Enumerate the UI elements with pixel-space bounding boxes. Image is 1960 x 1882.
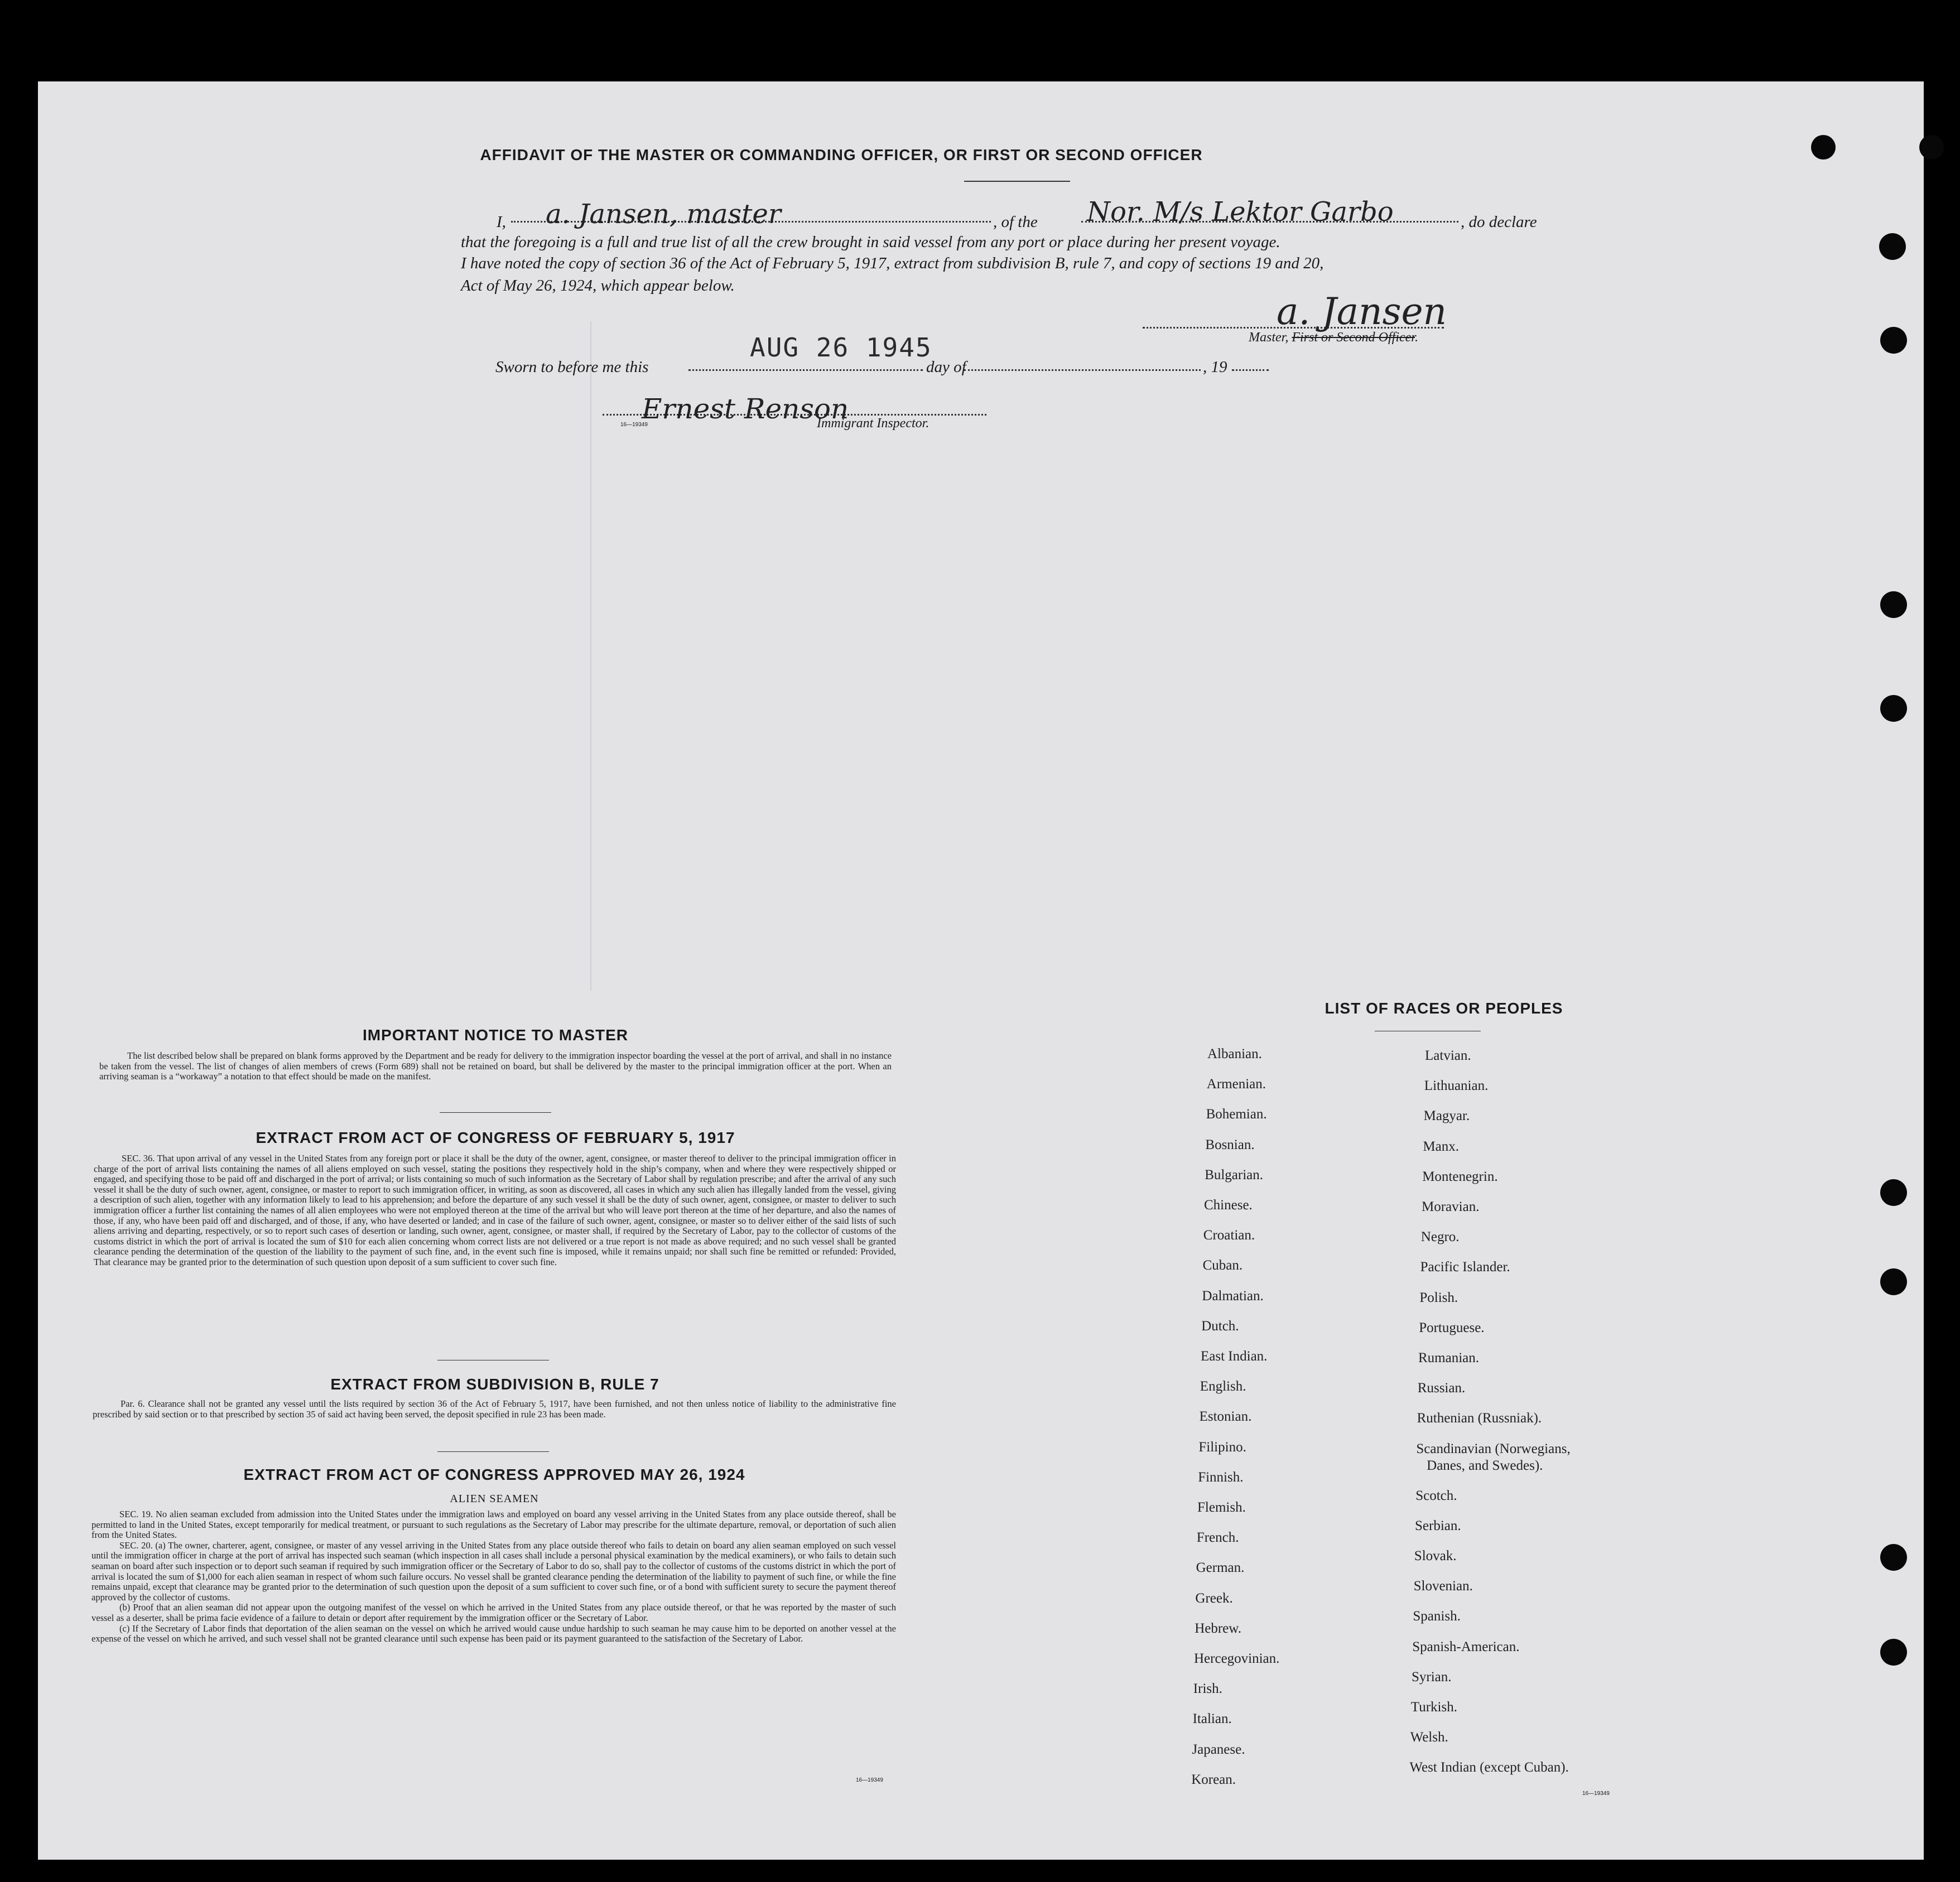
- race-item: Chinese.: [1204, 1198, 1253, 1213]
- race-item: Spanish.: [1413, 1609, 1461, 1624]
- extract-rule7-text: [93, 1399, 896, 1420]
- race-item: Armenian.: [1206, 1077, 1266, 1092]
- race-item: Greek.: [1195, 1590, 1233, 1606]
- race-item: Slovenian.: [1413, 1579, 1473, 1594]
- race-item: Finnish.: [1198, 1469, 1244, 1485]
- sworn-prefix: Sworn to before me this: [495, 358, 649, 376]
- race-item: Spanish-American.: [1412, 1639, 1520, 1654]
- race-item: Albanian.: [1207, 1046, 1262, 1061]
- race-item: Magyar.: [1423, 1108, 1470, 1124]
- extract-rule7-title: EXTRACT FROM SUBDIVISION B, RULE 7: [330, 1376, 659, 1393]
- races-title: LIST OF RACES OR PEOPLES: [1325, 1000, 1563, 1017]
- vessel-handwritten: Nor. M/s Lektor Garbo: [1087, 196, 1394, 228]
- notice-rule: [440, 1112, 551, 1113]
- race-item: Ruthenian (Russniak).: [1417, 1411, 1542, 1426]
- race-item: English.: [1200, 1379, 1246, 1394]
- punch-hole: [1880, 1639, 1907, 1666]
- affidavit-of-the: , of the: [993, 213, 1038, 231]
- race-item: Welsh.: [1410, 1730, 1448, 1745]
- punch-hole: [1880, 1544, 1907, 1571]
- race-item: Italian.: [1192, 1711, 1232, 1727]
- race-item: Bosnian.: [1205, 1137, 1255, 1152]
- race-item: East Indian.: [1201, 1349, 1268, 1364]
- master-signature-handwritten: a. Jansen: [1277, 290, 1447, 333]
- sec20a-paragraph: SEC. 20. (a) The owner, charterer, agent, consignee, or master of any vessel arriving in the United States from any place outside thereof who fails to detain on board any alien seaman employed on such vessel until the immigration officer in charge at the port of arrival has inspected such seaman (which inspection in all cases shall include a personal physical examination by the medical examiners), or who fails to detain such seaman on board after such inspection or to deport such seaman if required by such immigration officer or the Secretary of Labor to do so, shall pay to the collector of customs of the customs district in which the port of arrival is located the sum of $1,000 for each alien seaman in respect of whom such failure occurs. No vessel shall be granted clearance pending the determination of the liability to payment of such fine, or while the fine remains unpaid, except that clearance may be granted prior to the determination of such question upon the deposit of a sum sufficient to cover such fine, or of a bond with sufficient surety to secure the payment thereof approved by the collector of customs.: [92, 1540, 896, 1603]
- punch-hole: [1880, 591, 1907, 618]
- affidavit-do-declare: , do declare: [1461, 213, 1537, 231]
- race-item: Scotch.: [1415, 1488, 1457, 1503]
- master-label-text: Master,: [1249, 330, 1289, 345]
- race-item: Slovak.: [1414, 1548, 1457, 1563]
- extract-1924-subtitle: ALIEN SEAMEN: [450, 1493, 539, 1505]
- notice-text: [99, 1051, 892, 1082]
- race-item: Moravian.: [1422, 1199, 1480, 1214]
- race-item: Bulgarian.: [1205, 1167, 1264, 1183]
- notice-title: IMPORTANT NOTICE TO MASTER: [362, 1026, 629, 1044]
- title-rule: [964, 181, 1070, 182]
- punch-hole: [1880, 327, 1907, 354]
- race-item: West Indian (except Cuban).: [1409, 1760, 1569, 1775]
- fold-line: [590, 321, 591, 991]
- race-item: Korean.: [1191, 1772, 1236, 1787]
- extract-form-code: 16—19349: [856, 1777, 883, 1783]
- punch-hole: [1880, 1268, 1907, 1295]
- race-item: French.: [1196, 1530, 1239, 1546]
- extract-1924-text: [92, 1509, 896, 1644]
- extract-1917-paragraph: SEC. 36. That upon arrival of any vessel in the United States from any foreign port or place it shall be the duty of the owner, agent, consignee, or master thereof to deliver to the principal immigration officer in charge of the port of arrival lists containing the names of all aliens employed on such vessel, stating the positions they respectively hold in the ship’s company, when and where they were respectively shipped or engaged, and specifying those to be paid off and discharged in the port of arrival; or lists containing so much of such information as the Secretary of Labor shall by regulation prescribe; and after the arrival of any such vessel it shall be the duty of such owner, agent, consignee, or master to report to such immigration officer, in writing, as soon as discovered, all cases in which any such alien has illegally landed from the vessel, giving a description of such alien, together with any information likely to lead to his apprehension; and before the departure of any such vessel it shall be the duty of such owner, agent, consignee, or master to deliver to such immigration officer a further list containing the names of all alien employees who were not employed thereon at the time of the arrival but who will leave port thereon at the time of her departure, and also the names of those, if any, who have been paid off and discharged, and of those, if any, who have deserted or landed; and in case of the failure of such owner, agent, consignee, or master so to deliver either of the said lists of such aliens arriving and departing, respectively, or so to report such cases of desertion or landing, such owner, agent, consignee, or master shall, if required by the Secretary of Labor, pay to the collector of customs of the customs district in which the port of arrival is located the sum of $10 for each alien concerning whom correct lists are not delivered or a true report is not made as above required; and no such vessel shall be granted clearance pending the determination of the question of the liability to the payment of such fine, and, in the event such fine is imposed, while it remains unpaid; nor shall such fine be remitted or refunded: Provided, That clearance may be granted prior to the determination of such question upon deposit of a sum sufficient to cover such fine.: [94, 1153, 896, 1267]
- sworn-year: , 19: [1203, 358, 1227, 376]
- race-item: Montenegrin.: [1422, 1169, 1498, 1184]
- race-item: Bohemian.: [1206, 1107, 1267, 1122]
- race-item: Japanese.: [1192, 1741, 1245, 1757]
- race-item: Turkish.: [1410, 1700, 1457, 1715]
- punch-hole: [1880, 695, 1907, 722]
- race-item: Latvian.: [1425, 1048, 1471, 1063]
- affidavit-line-3: I have noted the copy of section 36 of the Act of February 5, 1917, extract from subdivision B, rule 7, and copy of sections 19 and 20,: [461, 254, 1324, 272]
- affidavit-prefix: I,: [497, 213, 506, 231]
- race-item: Dalmatian.: [1202, 1288, 1264, 1304]
- race-item: Scandinavian (Norwegians, Danes, and Swedes).: [1416, 1441, 1571, 1473]
- extract-1917-text: [94, 1154, 896, 1268]
- race-item: Hercegovinian.: [1194, 1651, 1280, 1666]
- extract-rule7-paragraph: Par. 6. Clearance shall not be granted any vessel until the lists required by section 36 of the Act of February 5, 1917, have been furnished, and not then unless notice of liability to the administrative fine prescribed by said section or to that prescribed by section 35 of said act having been served, the deposit specified in rule 23 has been made.: [93, 1398, 896, 1420]
- race-item: Manx.: [1423, 1138, 1459, 1154]
- races-form-code: 16—19349: [1582, 1791, 1610, 1797]
- inspector-label: Immigrant Inspector.: [817, 416, 930, 431]
- punch-hole: [1880, 1179, 1907, 1206]
- master-label-end: .: [1414, 330, 1418, 345]
- affidavit-title: AFFIDAVIT OF THE MASTER OR COMMANDING OFFICER, OR FIRST OR SECOND OFFICER: [480, 146, 1203, 163]
- race-item: Syrian.: [1412, 1669, 1452, 1685]
- sworn-month-line: [964, 369, 1201, 371]
- race-item: Irish.: [1193, 1681, 1222, 1697]
- sec20b-paragraph: (b) Proof that an alien seaman did not appear upon the outgoing manifest of the vessel on which he arrived in the United States from any place outside thereof, or that he was reported by the master of such vessel as a deserter, shall be prima facie evidence of a failure to detain or deport after requirement by the immigration officer or the Secretary of Labor.: [92, 1602, 896, 1623]
- race-item: Flemish.: [1197, 1500, 1246, 1515]
- master-label-struck: First or Second Officer: [1292, 330, 1415, 345]
- race-item: Croatian.: [1203, 1228, 1255, 1243]
- race-item: Filipino.: [1198, 1439, 1246, 1455]
- sworn-year-line: [1232, 369, 1269, 371]
- race-item: Serbian.: [1415, 1518, 1461, 1533]
- sworn-date-line: [688, 369, 923, 371]
- extract-rule7-rule: [437, 1451, 549, 1452]
- extract-1917-title: EXTRACT FROM ACT OF CONGRESS OF FEBRUARY 5, 1917: [256, 1129, 735, 1146]
- extract-1924-title: EXTRACT FROM ACT OF CONGRESS APPROVED MAY 26, 1924: [243, 1466, 745, 1483]
- race-item: Lithuanian.: [1424, 1078, 1489, 1094]
- master-name-handwritten: a. Jansen, master: [546, 199, 781, 230]
- master-label: [1249, 330, 1418, 345]
- notice-paragraph: The list described below shall be prepared on blank forms approved by the Department and be ready for delivery to the immigration inspector boarding the vessel at the port of arrival, and shall in no instance be taken from the vessel. The list of changes of alien members of crews (Form 689) shall not be retained on board, but shall be delivered by the master to the principal immigration officer at the port. When an arriving seaman is a “workaway” a notation to that effect should be made on the manifest.: [99, 1050, 892, 1082]
- affidavit-line-2: that the foregoing is a full and true list of all the crew brought in said vessel from any port or place during her present voyage.: [461, 233, 1280, 251]
- affidavit-line-4: Act of May 26, 1924, which appear below.: [461, 277, 735, 295]
- affidavit-form-code: 16—19349: [620, 422, 648, 428]
- race-item: Pacific Islander.: [1420, 1260, 1510, 1275]
- sworn-date-stamp: AUG 26 1945: [750, 332, 932, 363]
- race-item: Rumanian.: [1418, 1350, 1480, 1365]
- sec19-paragraph: SEC. 19. No alien seaman excluded from admission into the United States under the immigration laws and employed on board any vessel arriving in the United States from any place outside thereof, shall be permitted to land in the United States, except temporarily for medical treatment, or pursuant to such regulations as the Secretary of Labor may prescribe for the ultimate departure, removal, or deportation of such alien from the United States.: [92, 1509, 896, 1541]
- race-item: Estonian.: [1199, 1409, 1252, 1425]
- inspector-signature-handwritten: Ernest Renson: [642, 393, 849, 425]
- sec20c-paragraph: (c) If the Secretary of Labor finds that deportation of the alien seaman on the vessel on which he arrived would cause undue hardship to such seaman he may cause him to be deported on another vessel at the expense of the vessel on which he arrived, and such vessel shall not be granted clearance until such expense has been paid or its payment guaranteed to the satisfaction of the Secretary of Labor.: [92, 1623, 896, 1644]
- race-item: Cuban.: [1202, 1258, 1243, 1273]
- race-item: German.: [1196, 1560, 1245, 1576]
- sworn-day-of: day of: [926, 358, 966, 376]
- punch-hole: [1811, 135, 1836, 160]
- document-sheet: [38, 81, 1924, 1860]
- punch-hole: [1879, 233, 1906, 260]
- race-item: Hebrew.: [1195, 1620, 1241, 1636]
- race-item: Negro.: [1420, 1229, 1460, 1245]
- race-item: Polish.: [1419, 1290, 1458, 1305]
- race-item: Dutch.: [1201, 1318, 1239, 1334]
- race-item: Russian.: [1417, 1381, 1466, 1396]
- punch-hole: [1919, 135, 1944, 160]
- race-item: Portuguese.: [1419, 1320, 1485, 1335]
